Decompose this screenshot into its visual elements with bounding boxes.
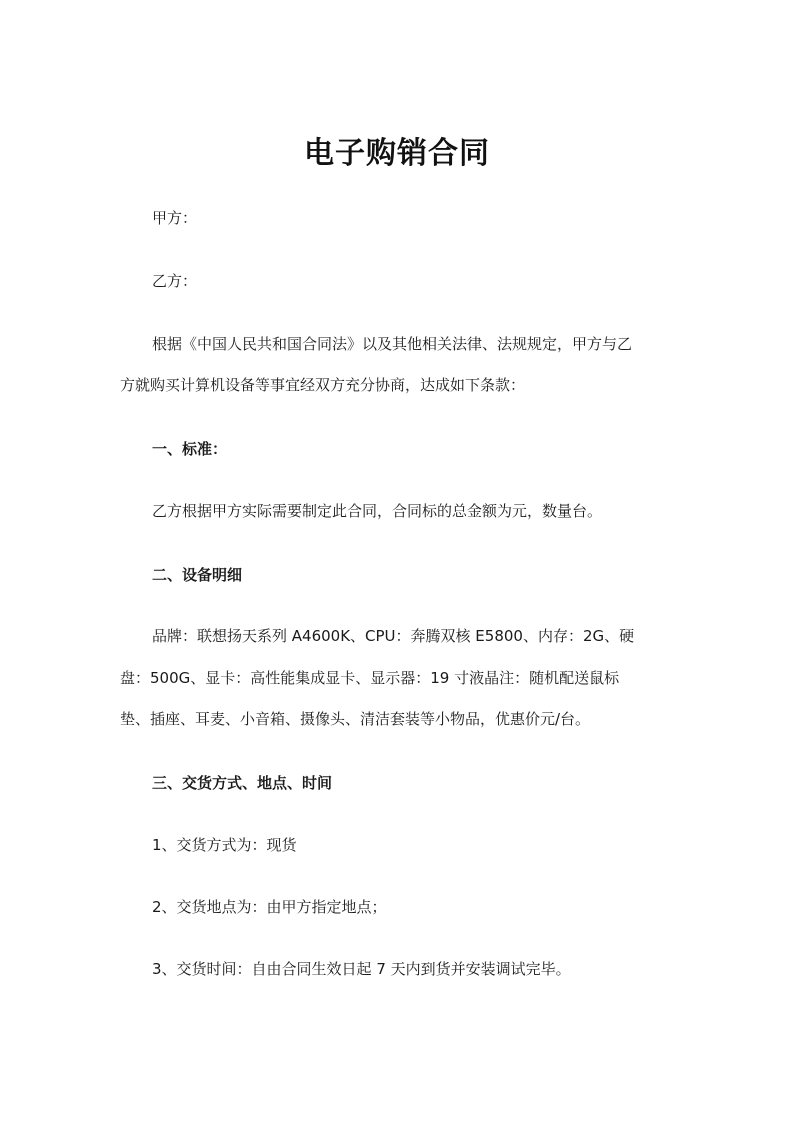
section-3-item-2: 2、交货地点为：由甲方指定地点； <box>152 898 387 916</box>
party-b-label: 乙方： <box>152 272 198 290</box>
section-3-item-1: 1、交货方式为：现货 <box>152 836 297 854</box>
section-2-heading: 二、设备明细 <box>152 566 243 584</box>
intro-line-2: 方就购买计算机设备等事宜经双方充分协商，达成如下条款： <box>120 376 526 394</box>
section-2-line-3: 垫、插座、耳麦、小音箱、摄像头、清洁套装等小物品，优惠价元/台。 <box>120 710 591 728</box>
party-a-label: 甲方： <box>152 209 198 227</box>
contract-title: 电子购销合同 <box>304 136 490 171</box>
section-3-heading: 三、交货方式、地点、时间 <box>152 774 333 792</box>
section-2-line-2: 盘：500G、显卡：高性能集成显卡、显示器：19 寸液晶注：随机配送鼠标 <box>120 669 620 687</box>
section-1-text: 乙方根据甲方实际需要制定此合同，合同标的总金额为元，数量台。 <box>152 502 603 520</box>
section-3-item-3: 3、交货时间：自由合同生效日起 7 天内到货并安装调试完毕。 <box>152 960 571 978</box>
section-1-heading: 一、标准： <box>152 440 228 458</box>
section-2-line-1: 品牌：联想扬天系列 A4600K、CPU：奔腾双核 E5800、内存：2G、硬 <box>152 627 635 645</box>
intro-line-1: 根据《中国人民共和国合同法》以及其他相关法律、法规规定，甲方与乙 <box>152 335 633 353</box>
